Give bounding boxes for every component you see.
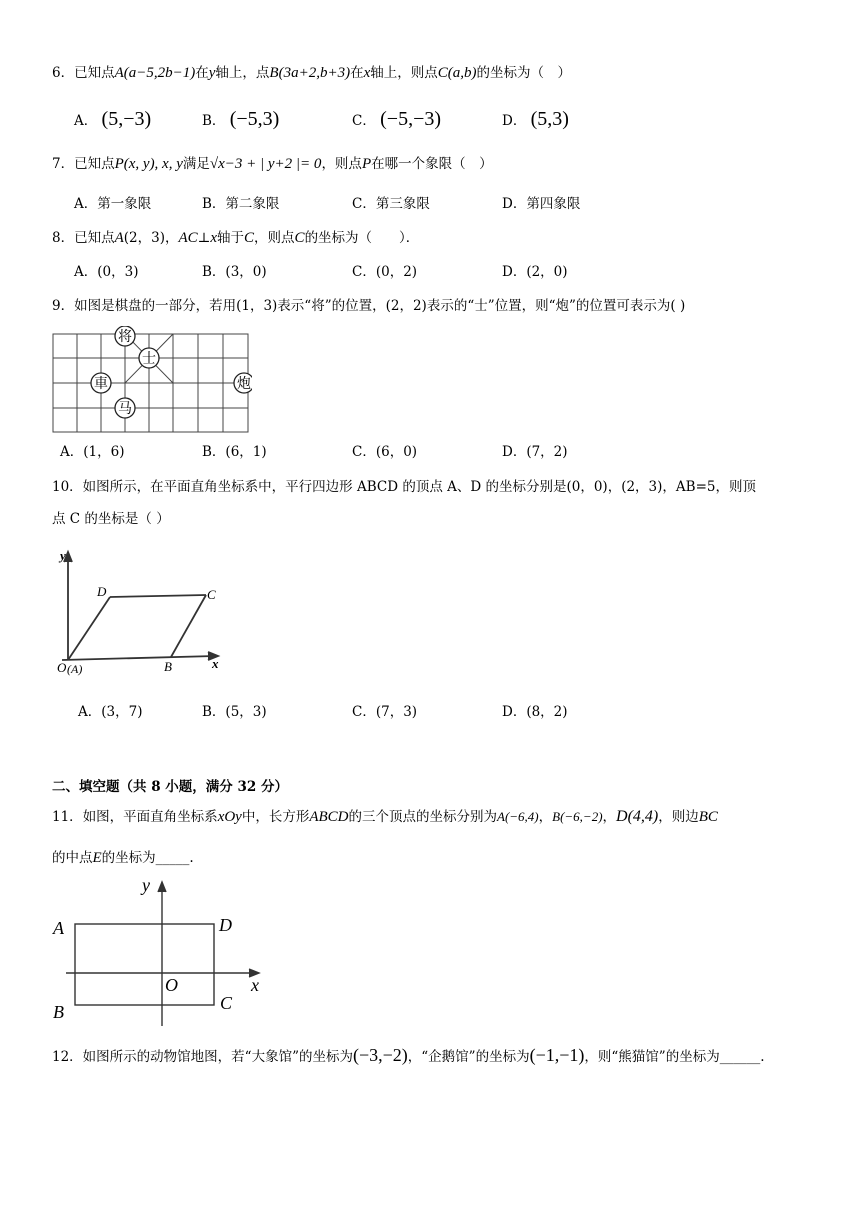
svg-text:D: D xyxy=(97,584,107,599)
svg-text:D: D xyxy=(219,915,232,935)
q7-option-b: B．第二象限 xyxy=(202,196,280,212)
q7-option-d: D．第四象限 xyxy=(502,196,581,212)
svg-text:B: B xyxy=(164,659,172,674)
svg-text:A: A xyxy=(53,918,64,938)
q7-option-a: A．第一象限 xyxy=(74,196,152,212)
rectangle-figure xyxy=(50,875,270,1030)
q6-option-c: C． (−5,−3) xyxy=(352,108,442,130)
q8-option-d: D．(2，0) xyxy=(502,264,568,280)
q6-stem: 6．已知点A(a−5,2b−1)在y轴上，点B(3a+2,b+3)在x轴上，则点C(a,b)的坐标为（ ） xyxy=(52,65,571,81)
q9-option-c: C．(6，0) xyxy=(352,444,418,460)
q6-option-b: B． (−5,3) xyxy=(202,108,280,130)
q10-stem-line1: 10．如图所示，在平面直角坐标系中，平行四边形 ABCD 的顶点 A、D 的坐标分别是(0，0)，(2，3)，AB=5，则顶 xyxy=(52,479,756,495)
svg-text:(A): (A) xyxy=(67,662,83,676)
q11-stem-line2: 的中点E的坐标为_____. xyxy=(52,850,194,866)
svg-text:马: 马 xyxy=(118,402,132,417)
q6-point-c: C(a,b) xyxy=(437,65,477,81)
chess-piece-shi xyxy=(139,348,159,368)
q7-stem: 7．已知点P(x, y), x, y满足√x−3 + | y+2 |= 0，则点P在哪一个象限（ ） xyxy=(52,156,493,172)
svg-text:x: x xyxy=(212,656,219,671)
q8-option-b: B．(3，0) xyxy=(202,264,267,280)
q10-option-d: D．(8，2) xyxy=(502,704,568,720)
svg-text:B: B xyxy=(53,1002,64,1022)
q9-option-a: A．(1，6) xyxy=(60,444,125,460)
chess-piece-jiang xyxy=(115,326,135,346)
svg-text:C: C xyxy=(207,587,216,602)
q6-option-a: A． (5,−3) xyxy=(74,108,152,130)
q6-point-a: A(a−5,2b−1) xyxy=(114,65,196,81)
q9-option-b: B．(6，1) xyxy=(202,444,267,460)
q7-option-c: C．第三象限 xyxy=(352,196,430,212)
q10-option-a: A．(3，7) xyxy=(78,704,143,720)
svg-text:炮: 炮 xyxy=(237,377,251,392)
q9-stem: 9．如图是棋盘的一部分，若用(1，3)表示“将”的位置，(2，2)表示的“士”位置，则“炮”的位置可表示为( ) xyxy=(52,298,686,314)
svg-text:車: 車 xyxy=(94,377,108,392)
svg-text:将: 将 xyxy=(118,330,132,345)
svg-text:士: 士 xyxy=(142,352,156,367)
svg-text:O: O xyxy=(165,975,178,995)
q12-stem: 12．如图所示的动物馆地图，若“大象馆”的坐标为(−3,−2)，“企鹅馆”的坐标为(−1,−1)，则“熊猫馆”的坐标为______. xyxy=(52,1045,765,1065)
parallelogram-figure xyxy=(50,544,230,679)
q10-option-c: C．(7，3) xyxy=(352,704,418,720)
chessboard-figure xyxy=(52,326,252,436)
svg-text:C: C xyxy=(220,993,233,1013)
q10-option-b: B．(5，3) xyxy=(202,704,267,720)
q8-option-a: A．(0，3) xyxy=(74,264,139,280)
q10-stem-line2: 点 C 的坐标是（ ） xyxy=(52,511,170,527)
svg-text:x: x xyxy=(251,975,259,995)
q7-equation: √x−3 + | y+2 |= 0 xyxy=(209,156,322,172)
q8-stem: 8．已知点A(2，3)，AC⊥x轴于C，则点C的坐标为（ ）． xyxy=(52,230,420,246)
svg-text:y: y xyxy=(60,548,66,563)
q6-point-b: B(3a+2,b+3) xyxy=(269,65,351,81)
section-heading-fill-in: 二、填空题（共 8 小题，满分 32 分） xyxy=(52,779,288,795)
chess-piece-che xyxy=(91,373,111,393)
q8-option-c: C．(0，2) xyxy=(352,264,418,280)
q11-stem-line1: 11．如图，平面直角坐标系xOy中，长方形ABCD的三个顶点的坐标分别为A(−6,4)，B(−6,−2)，D(4,4)，则边BC xyxy=(52,808,718,825)
q6-option-d: D． (5,3) xyxy=(502,108,569,130)
svg-text:O: O xyxy=(57,660,67,675)
chess-piece-ma xyxy=(115,398,135,418)
svg-text:y: y xyxy=(142,875,150,895)
chess-piece-pao xyxy=(234,373,252,393)
q9-option-d: D．(7，2) xyxy=(502,444,568,460)
